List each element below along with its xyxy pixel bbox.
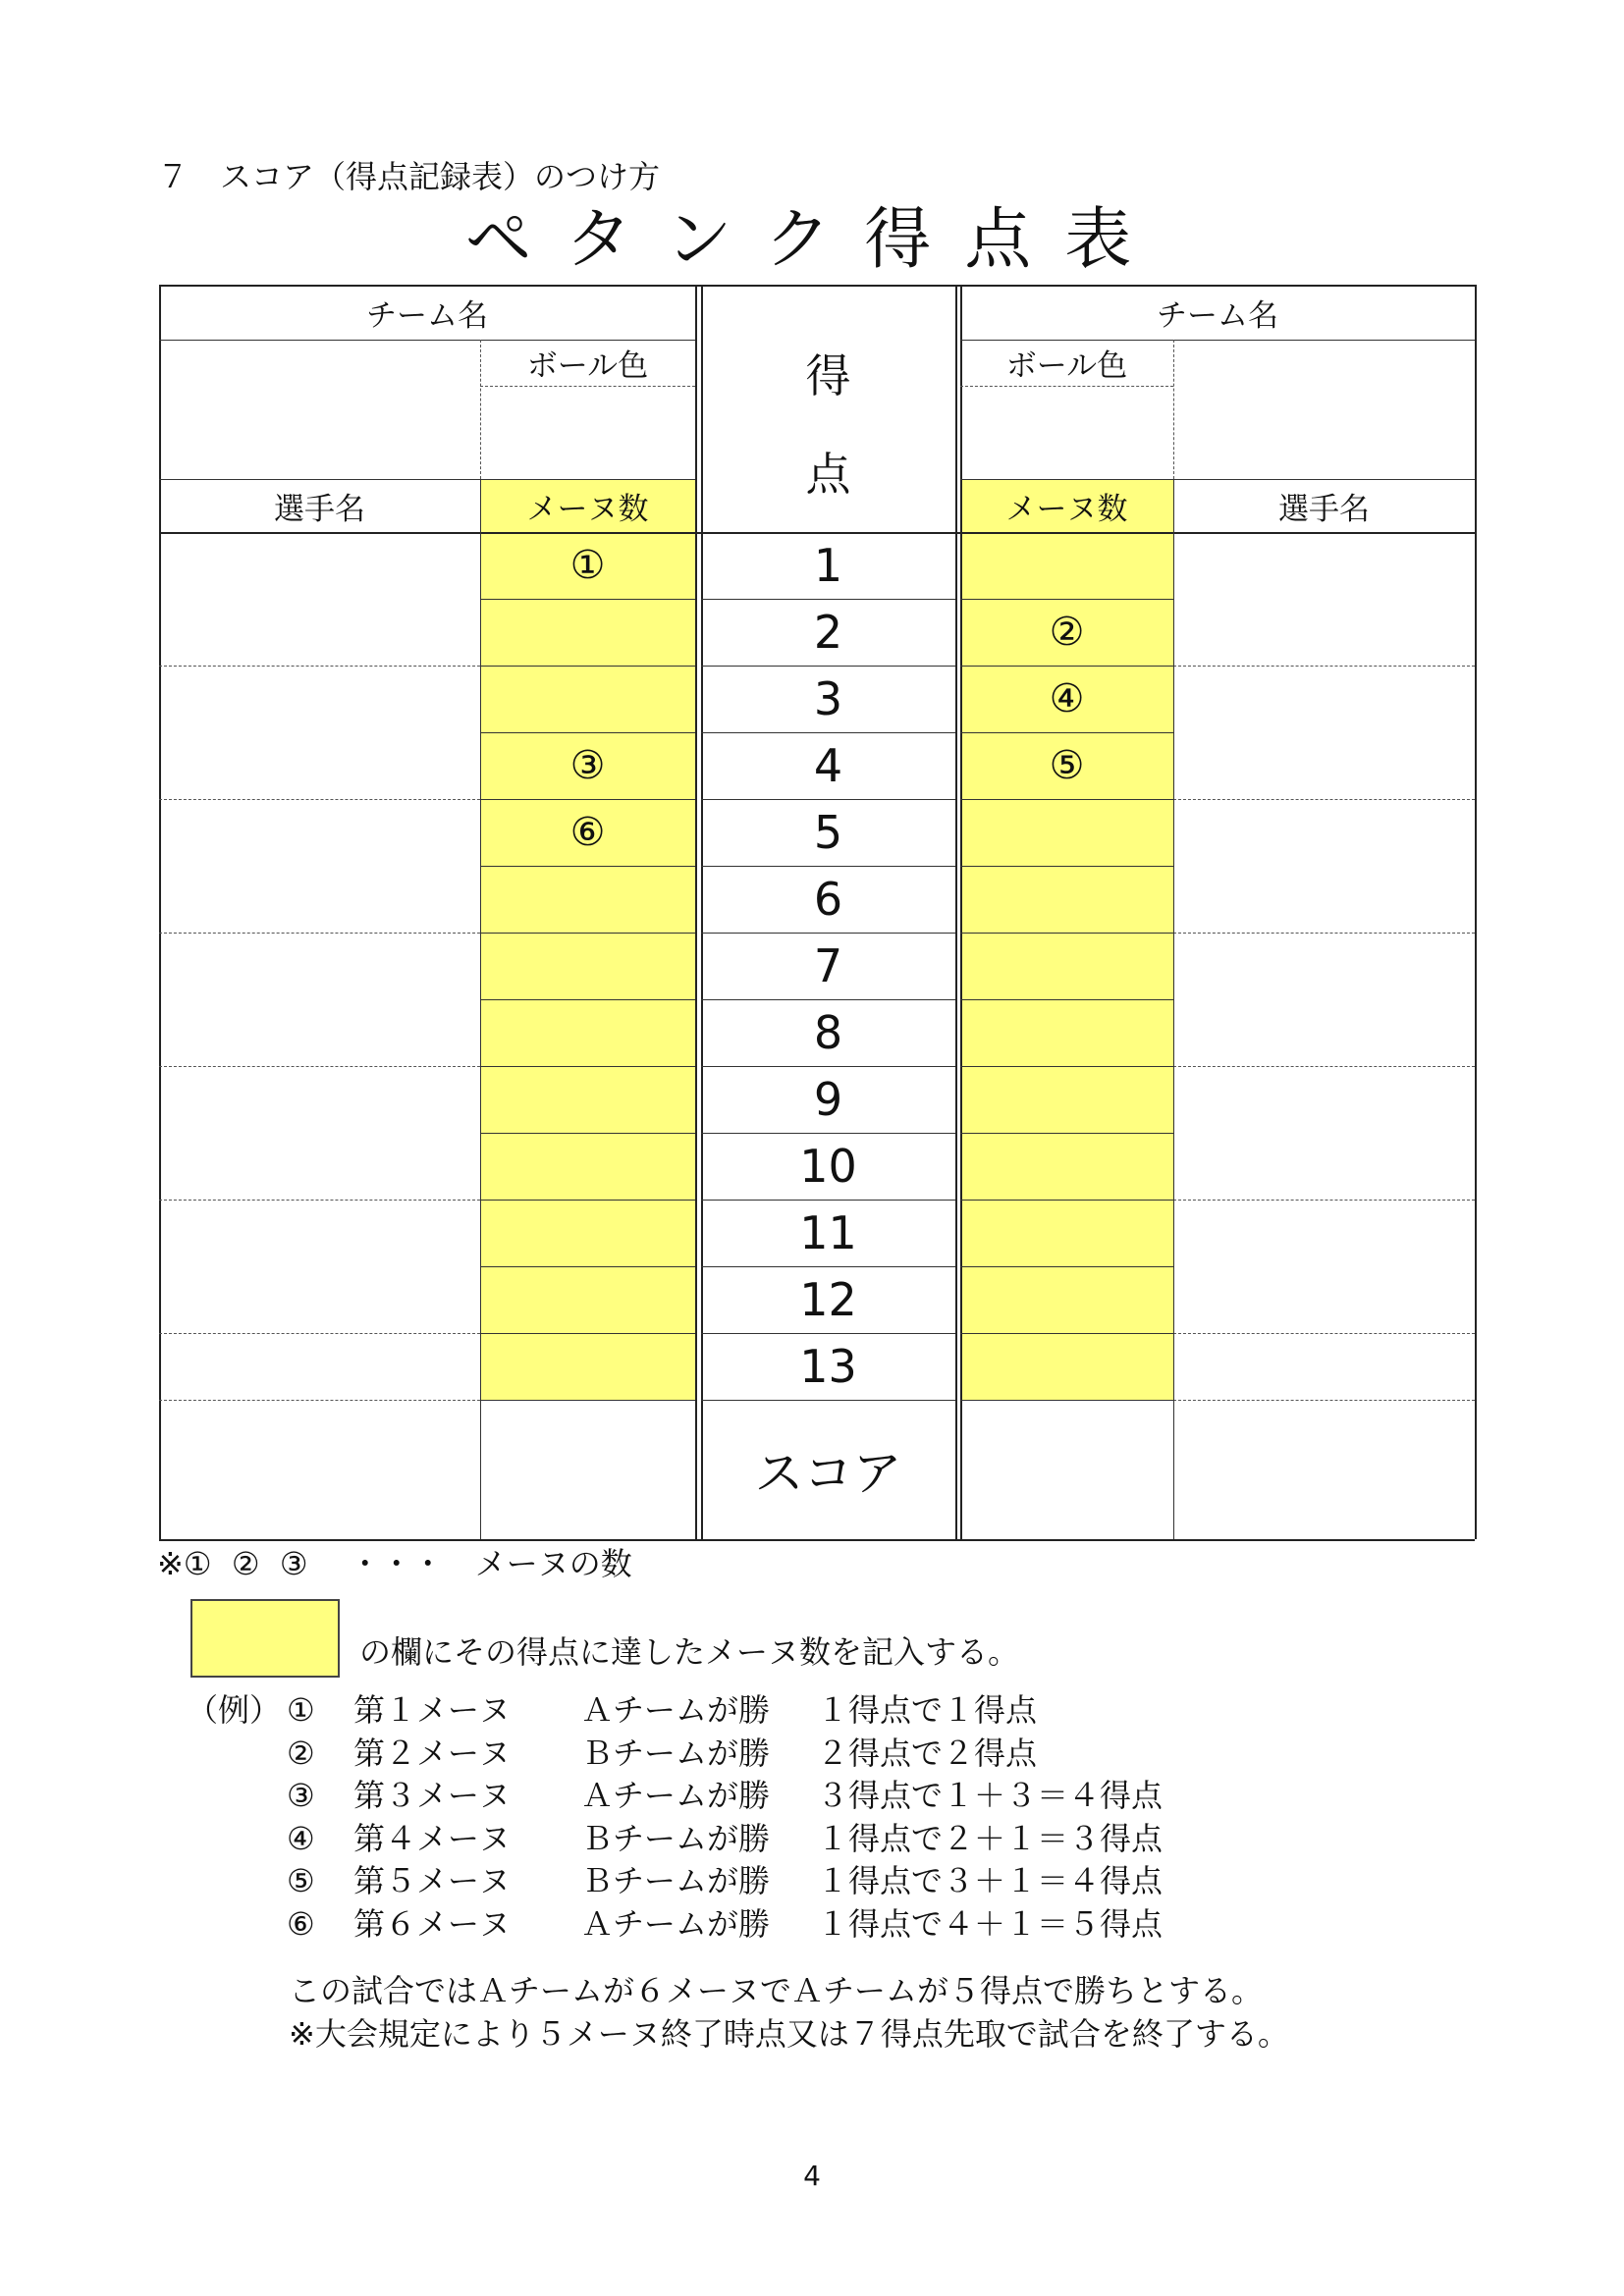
score-row-line <box>701 599 955 600</box>
right-mene-mark <box>960 799 1173 866</box>
example-mene: 第４メーヌ <box>353 1819 512 1857</box>
ball-color-left-divider <box>480 340 481 479</box>
left-team-name-label: チーム名 <box>366 297 488 334</box>
mene-row-line <box>480 666 695 667</box>
mene-row-line <box>480 1333 695 1334</box>
left-mene-mark <box>480 599 695 666</box>
player-row-line <box>1173 666 1475 667</box>
right-mene-mark: ⑤ <box>1049 743 1085 788</box>
example-team: Ｂチームが勝 <box>581 1819 771 1857</box>
score-number-cell: 8 <box>813 1006 843 1059</box>
center-column-right-edge <box>960 285 962 1539</box>
right-mene-mark <box>960 1200 1173 1266</box>
example-mene: 第５メーヌ <box>353 1862 512 1899</box>
mene-row-line <box>480 866 695 867</box>
right-mene-mark <box>960 933 1173 999</box>
score-row-line <box>701 1133 955 1134</box>
legend-swatch <box>190 1599 340 1678</box>
player-row-line <box>1173 933 1475 934</box>
score-header-bottom: 点 <box>805 448 851 501</box>
marks-note: ※① ② ③ ・・・ メーヌの数 <box>157 1545 632 1582</box>
left-mene-mark <box>480 666 695 732</box>
example-mene: 第６メーヌ <box>353 1904 512 1943</box>
rule-text: ※大会規定により５メーヌ終了時点又は７得点先取で試合を終了する。 <box>289 2015 1289 2053</box>
ball-color-divider <box>960 386 1173 387</box>
score-row-line <box>701 666 955 667</box>
left-mene-mark <box>480 1266 695 1333</box>
ball-color-right-divider <box>1173 340 1174 479</box>
player-mene-divider-right <box>1173 532 1174 1539</box>
mene-row-line <box>480 1133 695 1134</box>
example-row <box>0 1859 1624 1902</box>
mene-row-line <box>960 599 1173 600</box>
mene-row-line <box>480 933 695 934</box>
legend-text: の欄にその得点に達したメーヌ数を記入する。 <box>359 1633 1020 1671</box>
player-row-line <box>159 1200 480 1201</box>
left-mene-mark: ① <box>569 543 606 588</box>
example-team: Ｂチームが勝 <box>581 1862 771 1899</box>
score-row-line <box>701 1400 955 1401</box>
score-row-line <box>701 1266 955 1267</box>
score-number-cell: 10 <box>799 1140 857 1193</box>
mene-row-line <box>960 732 1173 733</box>
player-mene-divider-left <box>480 532 481 1539</box>
score-total-label: スコア <box>754 1445 902 1502</box>
left-mene-mark <box>480 866 695 933</box>
ball-color-divider <box>480 386 695 387</box>
mene-row-line <box>960 933 1173 934</box>
right-mene-mark <box>960 1333 1173 1400</box>
right-player-name-label: 選手名 <box>1278 491 1370 527</box>
mene-row-line <box>480 1266 695 1267</box>
right-mene-count-label: メーヌ数 <box>1005 491 1128 527</box>
left-mene-mark <box>480 1333 695 1400</box>
example-mark: ② <box>287 1734 315 1772</box>
mene-row-line <box>960 1200 1173 1201</box>
score-number-cell: 3 <box>813 672 843 725</box>
page-number: 4 <box>803 2160 821 2192</box>
mene-row-line <box>960 1400 1173 1401</box>
header-bottom-rule <box>159 532 1475 534</box>
score-row-line <box>701 1333 955 1334</box>
sheet-title: ペタンク得点表 <box>464 201 1165 279</box>
left-mene-mark <box>480 933 695 999</box>
example-team: Ａチームが勝 <box>581 1691 771 1729</box>
player-row-line <box>159 666 480 667</box>
team-name-divider <box>159 340 695 341</box>
mene-row-line <box>480 999 695 1000</box>
mene-label-divider <box>480 479 481 532</box>
mene-row-line <box>480 1200 695 1201</box>
example-team: Ａチームが勝 <box>581 1777 771 1814</box>
player-row-line <box>1173 1200 1475 1201</box>
right-mene-mark <box>960 532 1173 599</box>
mene-row-line <box>960 666 1173 667</box>
example-mark: ③ <box>287 1777 315 1814</box>
score-number-cell: 6 <box>813 873 843 926</box>
score-number-cell: 5 <box>813 806 843 859</box>
score-table <box>159 285 1475 1539</box>
example-result: ３得点で１＋３＝４得点 <box>817 1777 1164 1814</box>
example-result: ２得点で２得点 <box>817 1734 1038 1772</box>
left-ball-color-label: ボール色 <box>526 348 649 384</box>
example-mene: 第１メーヌ <box>353 1691 512 1729</box>
mene-row-line <box>960 1066 1173 1067</box>
mene-row-line <box>480 1066 695 1067</box>
score-header-top: 得 <box>805 349 851 402</box>
right-ball-color-label: ボール色 <box>1005 348 1128 384</box>
score-row-line <box>701 866 955 867</box>
mene-label-divider <box>1173 479 1174 532</box>
left-mene-mark <box>480 1133 695 1200</box>
table-border-right <box>1475 285 1477 1539</box>
player-row-line <box>1173 799 1475 800</box>
score-row-line <box>701 799 955 800</box>
score-number-cell: 11 <box>799 1206 857 1259</box>
example-mark: ⑥ <box>287 1904 315 1943</box>
mene-row-line <box>960 1133 1173 1134</box>
right-mene-mark: ② <box>1049 610 1085 655</box>
score-row-line <box>701 933 955 934</box>
table-border-left <box>159 285 161 1539</box>
right-mene-mark: ④ <box>1049 676 1085 721</box>
example-row <box>0 1688 1624 1732</box>
player-row-line <box>159 1066 480 1067</box>
section-heading: ７ スコア（得点記録表）のつけ方 <box>157 158 661 195</box>
right-team-name-label: チーム名 <box>1157 297 1278 334</box>
team-name-divider <box>960 340 1475 341</box>
left-mene-mark <box>480 1200 695 1266</box>
right-mene-mark <box>960 1266 1173 1333</box>
example-result: １得点で１得点 <box>817 1691 1038 1729</box>
example-team: Ｂチームが勝 <box>581 1734 771 1772</box>
example-result: １得点で３＋１＝４得点 <box>817 1862 1164 1899</box>
mene-row-line <box>960 866 1173 867</box>
score-row-line <box>701 999 955 1000</box>
player-row-line <box>1173 1066 1475 1067</box>
score-number-cell: 2 <box>813 606 843 659</box>
score-number-cell: 4 <box>813 739 843 792</box>
example-row <box>0 1774 1624 1817</box>
player-row-line <box>1173 1400 1475 1401</box>
example-row <box>0 1902 1624 1946</box>
right-mene-mark <box>960 999 1173 1066</box>
example-team: Ａチームが勝 <box>581 1904 771 1943</box>
left-mene-count-label: メーヌ数 <box>526 491 649 527</box>
table-border-top <box>159 285 1475 287</box>
example-mark: ④ <box>287 1819 315 1857</box>
mene-row-line <box>960 1333 1173 1334</box>
left-mene-mark <box>480 1066 695 1133</box>
center-column-inner-left <box>701 285 703 1539</box>
score-number-cell: 1 <box>813 539 843 592</box>
mene-header-top <box>159 479 695 480</box>
score-number-cell: 7 <box>813 939 843 992</box>
score-row-line <box>701 732 955 733</box>
score-row-line <box>701 1066 955 1067</box>
mene-header-top <box>960 479 1475 480</box>
example-mark: ① <box>287 1691 315 1729</box>
mene-row-line <box>960 1266 1173 1267</box>
mene-row-line <box>960 799 1173 800</box>
score-row-line <box>701 1200 955 1201</box>
left-player-name-label: 選手名 <box>274 491 365 527</box>
left-mene-mark: ③ <box>569 743 606 788</box>
example-mark: ⑤ <box>287 1862 315 1899</box>
right-mene-mark <box>960 866 1173 933</box>
mene-row-line <box>960 999 1173 1000</box>
mene-row-line <box>480 799 695 800</box>
score-number-cell: 12 <box>799 1273 857 1326</box>
score-number-cell: 9 <box>813 1073 843 1126</box>
mene-row-line <box>480 599 695 600</box>
player-row-line <box>159 1333 480 1334</box>
player-row-line <box>1173 1333 1475 1334</box>
conclusion-text: この試合ではＡチームが６メーヌでＡチームが５得点で勝ちとする。 <box>289 1972 1264 2009</box>
example-result: １得点で２＋１＝３得点 <box>817 1819 1164 1857</box>
example-label: （例） <box>187 1691 282 1729</box>
example-mene: 第２メーヌ <box>353 1734 512 1772</box>
mene-row-line <box>480 732 695 733</box>
mene-row-line <box>480 1400 695 1401</box>
example-row <box>0 1732 1624 1775</box>
left-mene-mark: ⑥ <box>569 810 606 855</box>
right-mene-mark <box>960 1133 1173 1200</box>
example-mene: 第３メーヌ <box>353 1777 512 1814</box>
score-number-cell: 13 <box>799 1340 857 1393</box>
example-row <box>0 1817 1624 1860</box>
player-row-line <box>159 933 480 934</box>
center-column-inner-right <box>955 285 957 1539</box>
right-mene-mark <box>960 1066 1173 1133</box>
example-result: １得点で４＋１＝５得点 <box>817 1904 1164 1943</box>
player-row-line <box>159 799 480 800</box>
left-mene-mark <box>480 999 695 1066</box>
player-row-line <box>159 1400 480 1401</box>
center-column-left-edge <box>695 285 697 1539</box>
